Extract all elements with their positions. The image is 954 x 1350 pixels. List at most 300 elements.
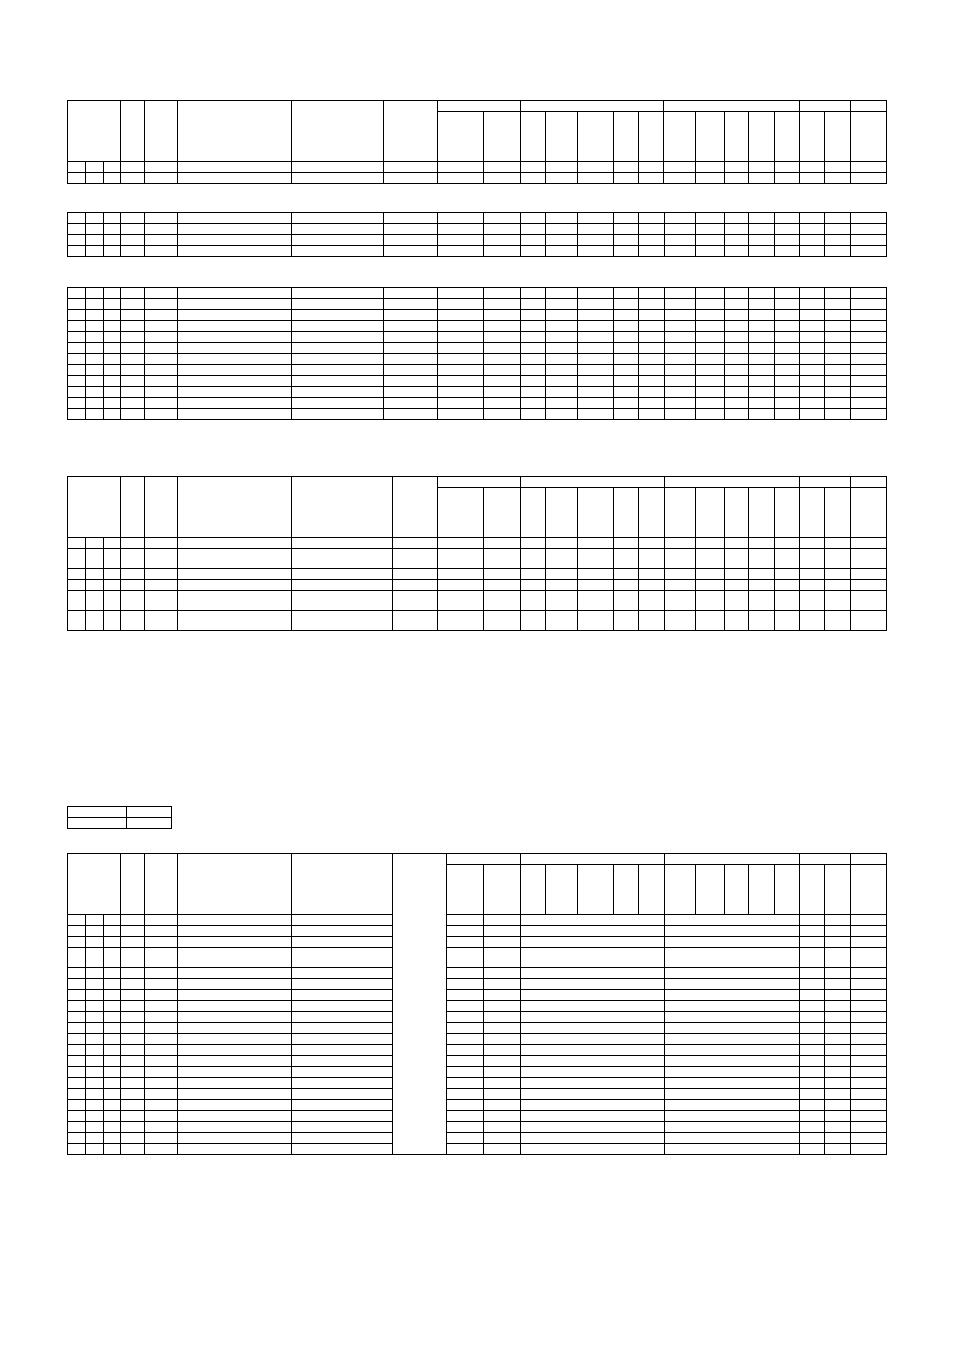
table-cell [104,343,121,354]
header-cell [850,112,886,162]
table-cell [695,246,724,257]
table-cell [695,235,724,246]
header-cell [545,112,577,162]
table-cell [825,865,850,915]
table-cell [438,224,484,235]
table-cell [177,354,292,365]
table-cell [68,162,86,173]
table-cell [145,569,177,580]
table-cell [438,538,484,549]
table-cell [121,409,145,420]
table-cell [177,1111,292,1122]
table-cell [639,354,664,365]
table-cell [520,488,545,538]
table-cell [695,288,724,299]
table-cell [484,538,520,549]
table-cell [800,310,825,321]
table-cell [850,365,886,376]
table-cell [104,387,121,398]
table-cell [484,409,520,420]
table-cell [520,409,545,420]
table-cell [68,569,86,580]
table-cell [484,321,520,332]
table-cell [664,968,800,979]
header-group-cell [664,101,800,112]
table-cell [578,321,614,332]
table-cell [664,591,695,611]
table-cell [545,332,577,343]
table-cell [145,224,177,235]
table-cell [438,488,484,538]
table-cell [850,224,886,235]
table-cell [447,1067,484,1078]
table-cell [145,288,177,299]
table-cell [800,580,825,591]
table-cell [520,387,545,398]
table-cell [664,1089,800,1100]
table-cell [695,321,724,332]
table-cell [695,549,724,569]
table-cell [145,1089,177,1100]
table-cell [800,915,825,926]
table-cell [68,321,86,332]
table-cell [664,1056,800,1067]
table-cell [86,213,104,224]
table-cell [695,343,724,354]
table-cell [800,488,825,538]
table-cell [800,968,825,979]
table-cell [68,213,86,224]
table-cell [800,398,825,409]
table-cell [695,213,724,224]
table-cell [800,224,825,235]
table-cell [850,591,886,611]
table-row [68,332,887,343]
table-cell [121,580,145,591]
table-cell [724,398,748,409]
table-cell [520,979,664,990]
table-cell [438,354,484,365]
table-cell [104,948,121,968]
table-cell [614,611,639,631]
table-cell [383,235,437,246]
table-cell [775,580,800,591]
table-cell [145,968,177,979]
table-cell [578,310,614,321]
table-cell [447,1023,484,1034]
table-cell [86,1001,104,1012]
table-cell [292,1056,393,1067]
table-cell [86,979,104,990]
table-cell [695,865,724,915]
table-cell [177,611,292,631]
table-cell [104,1122,121,1133]
table-cell [484,1056,520,1067]
table-cell [850,343,886,354]
table-cell [545,398,577,409]
table-cell [484,488,520,538]
header-group-cell [438,477,520,488]
table-cell [664,1045,800,1056]
table-cell [800,1023,825,1034]
table-row [68,173,887,184]
table-cell [86,990,104,1001]
table-cell [520,915,664,926]
table-cell [724,224,748,235]
header-group-cell [664,477,800,488]
table-cell [145,1001,177,1012]
table-cell [145,299,177,310]
table-cell [825,979,850,990]
table-cell [484,979,520,990]
table-cell [86,538,104,549]
header-cell [775,112,800,162]
table-row [68,1001,887,1012]
table-cell [383,332,437,343]
table-cell [104,968,121,979]
table-cell [520,538,545,549]
header-group-cell [520,477,664,488]
table-cell [292,224,384,235]
table-cell [825,343,850,354]
table-cell [775,299,800,310]
table-cell [177,365,292,376]
table-cell [520,611,545,631]
table-cell [614,549,639,569]
table-cell [614,246,639,257]
table-cell [850,990,886,1001]
table-cell [484,224,520,235]
table-cell [664,488,695,538]
table-cell [520,549,545,569]
table-cell [447,926,484,937]
table-cell [825,580,850,591]
table-cell [800,1133,825,1144]
table-cell [86,611,104,631]
table-cell [292,162,384,173]
table-cell [850,310,886,321]
table-cell [86,549,104,569]
table-cell [68,1111,86,1122]
table-cell [749,235,775,246]
table-cell [292,979,393,990]
table-cell [484,288,520,299]
table-cell [68,1023,86,1034]
table-cell [127,807,172,818]
table-cell [292,365,384,376]
table-cell [775,376,800,387]
table-cell [850,1012,886,1023]
table-cell [86,1089,104,1100]
table-cell [695,365,724,376]
table-row [68,376,887,387]
table-cell [292,1122,393,1133]
table-cell [825,1144,850,1155]
table-cell [664,235,695,246]
table-cell [775,213,800,224]
table-cell [520,1001,664,1012]
table-cell [664,321,695,332]
table-cell [145,1067,177,1078]
table-cell [639,387,664,398]
table-cell [121,1023,145,1034]
table-cell [577,591,613,611]
table-cell [104,354,121,365]
table-cell [484,354,520,365]
table-cell [520,1100,664,1111]
table-cell [614,865,639,915]
table-cell [664,288,695,299]
table-cell [749,310,775,321]
table-cell [68,979,86,990]
table-cell [68,354,86,365]
table-cell [145,213,177,224]
table-cell [520,1034,664,1045]
table-cell [545,288,577,299]
table-cell [121,162,145,173]
table-cell [825,398,850,409]
table-cell [447,968,484,979]
table-cell [850,937,886,948]
table-cell [639,409,664,420]
table-cell [695,162,724,173]
table-cell [177,1122,292,1133]
table-row [68,968,887,979]
table-cell [145,1078,177,1089]
table-cell [121,398,145,409]
table-cell [104,611,121,631]
table-cell [825,365,850,376]
table-cell [177,246,292,257]
table-cell [825,549,850,569]
table-cell [104,409,121,420]
table-cell [664,310,695,321]
table-cell [177,549,292,569]
table-cell [86,1056,104,1067]
table-cell [86,409,104,420]
header-cell [748,112,774,162]
table-4 [67,476,887,631]
table-cell [438,299,484,310]
header-cell [383,101,437,162]
table-cell [292,299,384,310]
table-cell [68,1089,86,1100]
table-cell [104,213,121,224]
table-cell [145,246,177,257]
table-cell [520,288,545,299]
table-cell [825,354,850,365]
table-cell [68,343,86,354]
table-cell [800,1067,825,1078]
table-cell [577,549,613,569]
table-cell [695,580,724,591]
table-cell [68,398,86,409]
table-row [68,409,887,420]
table-cell [121,365,145,376]
table-cell [664,332,695,343]
table-cell [484,387,520,398]
table-cell [800,1111,825,1122]
table-cell [577,569,613,580]
table-cell [614,310,639,321]
table-cell [578,343,614,354]
table-cell [724,387,748,398]
table-cell [850,354,886,365]
table-cell [639,580,664,591]
table-cell [104,365,121,376]
table-cell [438,332,484,343]
table-cell [68,365,86,376]
table-cell [292,1089,393,1100]
table-cell [577,611,613,631]
table-cell [520,569,545,580]
table-cell [484,1122,520,1133]
table-cell [438,398,484,409]
table-row [68,235,887,246]
table-cell [86,915,104,926]
table-cell [639,235,664,246]
header-cell [639,112,664,162]
table-cell [292,854,393,915]
table-cell [104,979,121,990]
table-cell [438,611,484,631]
table-cell [68,299,86,310]
header-cell [724,112,748,162]
table-cell [614,365,639,376]
table-cell [639,549,664,569]
table-cell [749,246,775,257]
table-cell [292,213,384,224]
table-cell [850,387,886,398]
table-cell [121,1001,145,1012]
table-row [68,288,887,299]
table-cell [484,549,520,569]
table-cell [68,173,86,184]
table-cell [800,569,825,580]
table-cell [68,1034,86,1045]
table-cell [639,321,664,332]
table-cell [664,1122,800,1133]
table-cell [664,1067,800,1078]
table-cell [177,915,292,926]
table-cell [577,538,613,549]
table-cell [577,173,613,184]
table-cell [520,948,664,968]
table-cell [520,310,545,321]
table-cell [68,1100,86,1111]
table-cell [177,224,292,235]
table-cell [484,235,520,246]
table-cell [68,1133,86,1144]
table-cell [145,1144,177,1155]
table-cell [748,580,774,591]
table-cell [177,1133,292,1144]
table-cell [86,591,104,611]
table-cell [292,1133,393,1144]
table-cell [438,246,484,257]
table-cell [438,409,484,420]
table-cell [520,1122,664,1133]
table-cell [104,1023,121,1034]
table-cell [545,321,577,332]
table-cell [850,926,886,937]
table-cell [145,854,177,915]
table-cell [578,376,614,387]
table-cell [177,235,292,246]
table-cell [68,538,86,549]
header-group-cell [850,101,886,112]
table-cell [614,224,639,235]
table-cell [724,365,748,376]
table-cell [145,948,177,968]
table-cell [86,1067,104,1078]
table-cell [104,1012,121,1023]
table-cell [664,979,800,990]
table-cell [664,224,695,235]
table-cell [177,1001,292,1012]
table-cell [545,246,577,257]
table-cell [749,332,775,343]
table-cell [104,299,121,310]
table-cell [664,409,695,420]
table-cell [104,1078,121,1089]
table-cell [392,611,437,631]
table-cell [800,926,825,937]
table-cell [850,569,886,580]
table-cell [447,1144,484,1155]
table-cell [800,162,825,173]
table-cell [177,979,292,990]
table-cell [664,549,695,569]
table-row [68,611,887,631]
header-cell [121,477,145,538]
table-cell [724,343,748,354]
table-cell [800,1100,825,1111]
table-cell [749,213,775,224]
table-cell [850,1023,886,1034]
table-cell [484,926,520,937]
table-cell [292,343,384,354]
table-cell [825,162,850,173]
table-cell [145,1045,177,1056]
table-cell [438,321,484,332]
table-cell [121,376,145,387]
table-cell [520,235,545,246]
table-cell [664,915,800,926]
header-cell [292,477,393,538]
table-cell [145,321,177,332]
table-cell [614,321,639,332]
table-cell [825,488,850,538]
table-cell [775,549,800,569]
table-cell [639,865,664,915]
table-cell [748,549,774,569]
table-cell [639,611,664,631]
table-cell [121,173,145,184]
header-cell [664,112,695,162]
table-row [68,1023,887,1034]
table-cell [145,915,177,926]
table-cell [800,376,825,387]
table-cell [775,398,800,409]
table-cell [383,173,437,184]
table-cell [145,1111,177,1122]
table-cell [383,162,437,173]
table-cell [825,1023,850,1034]
table-cell [695,224,724,235]
table-cell [850,854,886,865]
table-cell [520,1089,664,1100]
